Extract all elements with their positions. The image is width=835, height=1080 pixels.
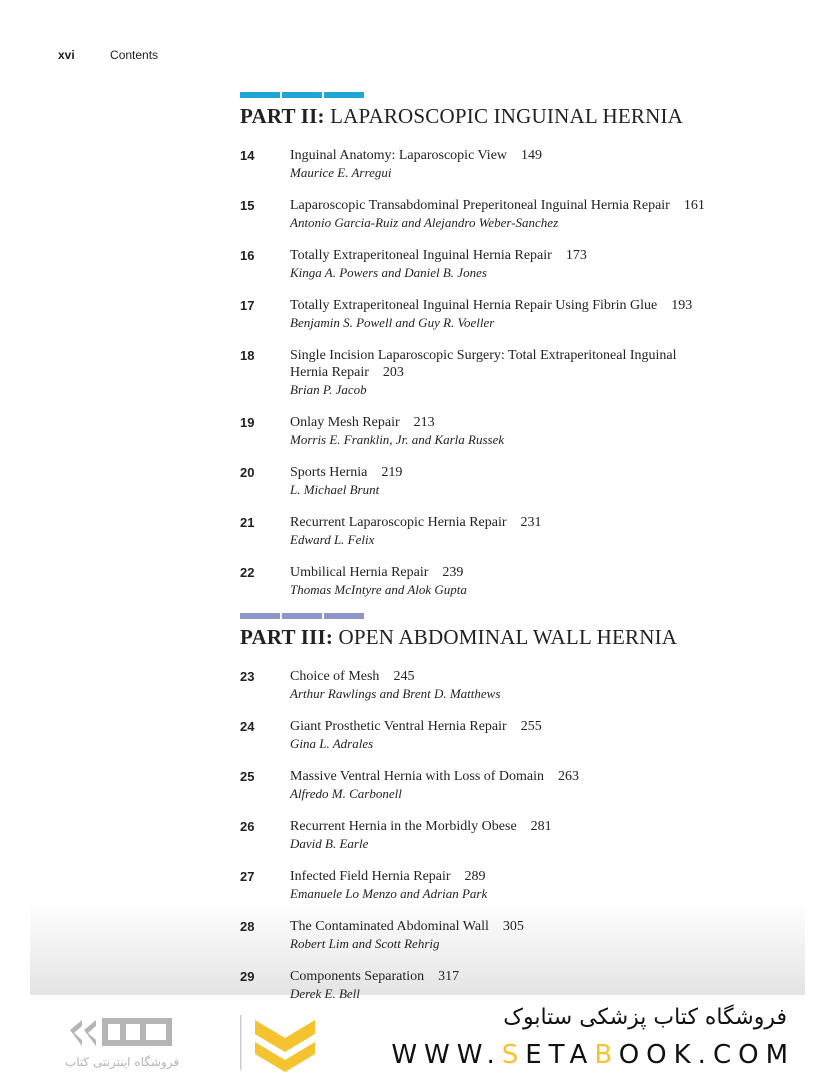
chapter-authors: David B. Earle bbox=[290, 836, 369, 851]
part-iii-section bbox=[240, 613, 677, 1018]
page-ref: 219 bbox=[381, 465, 403, 480]
chapter-number: 16 bbox=[240, 248, 255, 263]
chapter-title: Choice of Mesh 245 bbox=[290, 669, 415, 684]
chapter-number: 27 bbox=[240, 869, 255, 884]
part-color-bar bbox=[240, 613, 677, 619]
toc-entry[interactable] bbox=[240, 968, 677, 1002]
chapter-number: 17 bbox=[240, 298, 255, 313]
chapter-number: 22 bbox=[240, 565, 255, 580]
toc-entry[interactable] bbox=[240, 147, 705, 181]
page-ref: 263 bbox=[558, 769, 580, 784]
chapter-number: 21 bbox=[240, 515, 255, 530]
chapter-title: Recurrent Hernia in the Morbidly Obese 281 bbox=[290, 819, 552, 834]
page-ref: 239 bbox=[442, 565, 464, 580]
chapter-title: Onlay Mesh Repair 213 bbox=[290, 415, 435, 430]
part-color-bar bbox=[240, 92, 705, 98]
part-title: PART III: OPEN ABDOMINAL WALL HERNIA bbox=[240, 625, 678, 649]
chapter-authors: Maurice E. Arregui bbox=[290, 165, 392, 180]
chapter-authors: Thomas McIntyre and Alok Gupta bbox=[290, 582, 467, 597]
page-ref: 231 bbox=[520, 515, 542, 530]
toc-entry[interactable] bbox=[240, 668, 677, 702]
chapter-title: Laparoscopic Transabdominal Preperitoneal Inguinal Hernia Repair 161 bbox=[290, 198, 705, 213]
chapter-number: 14 bbox=[240, 148, 255, 163]
page-ref: 245 bbox=[393, 669, 415, 684]
toc-entry[interactable] bbox=[240, 868, 677, 902]
chapter-authors: Arthur Rawlings and Brent D. Matthews bbox=[290, 686, 501, 701]
chapter-title: Umbilical Hernia Repair 239 bbox=[290, 565, 464, 580]
page-number: xvi bbox=[58, 48, 75, 62]
page-ref: 193 bbox=[671, 298, 693, 313]
svg-text:فروشگاه اینترنتی کتاب: فروشگاه اینترنتی کتاب bbox=[64, 1055, 180, 1069]
chapter-authors: Alfredo M. Carbonell bbox=[290, 786, 402, 801]
chapter-title: Totally Extraperitoneal Inguinal Hernia Repair 173 bbox=[290, 248, 587, 263]
chapter-title: Inguinal Anatomy: Laparoscopic View 149 bbox=[290, 148, 543, 163]
chapter-number: 24 bbox=[240, 719, 255, 734]
chapter-number: 29 bbox=[240, 969, 255, 984]
chapter-authors: L. Michael Brunt bbox=[290, 482, 380, 497]
chapter-title: Recurrent Laparoscopic Hernia Repair 231 bbox=[290, 515, 542, 530]
toc-entry[interactable] bbox=[240, 818, 677, 852]
toc-entry[interactable] bbox=[240, 718, 677, 752]
page-ref: 213 bbox=[413, 415, 435, 430]
chapter-authors: Gina L. Adrales bbox=[290, 736, 374, 751]
page-ref: 161 bbox=[683, 198, 705, 213]
chapter-authors: Brian P. Jacob bbox=[290, 382, 367, 397]
chapter-title: Totally Extraperitoneal Inguinal Hernia Repair Using Fibrin Glue 193 bbox=[290, 298, 693, 313]
chapter-authors: Derek E. Bell bbox=[290, 986, 360, 1001]
page-ref: 173 bbox=[565, 248, 587, 263]
toc-entry[interactable] bbox=[240, 918, 677, 952]
page-ref: 289 bbox=[464, 869, 486, 884]
chapter-title: Giant Prosthetic Ventral Hernia Repair 255 bbox=[290, 719, 542, 734]
chapter-title: Single Incision Laparoscopic Surgery: Total Extraperitoneal Inguinal Hernia Repair 203 bbox=[290, 348, 677, 380]
running-header bbox=[58, 48, 158, 62]
chapter-number: 18 bbox=[240, 348, 255, 363]
chapter-title: Infected Field Hernia Repair 289 bbox=[290, 869, 486, 884]
chapter-number: 15 bbox=[240, 198, 255, 213]
chapter-title: Sports Hernia 219 bbox=[290, 465, 403, 480]
page-ref: 317 bbox=[438, 969, 460, 984]
chapter-authors: Emanuele Lo Menzo and Adrian Park bbox=[290, 886, 488, 901]
chapter-number: 25 bbox=[240, 769, 255, 784]
chapter-authors: Kinga A. Powers and Daniel B. Jones bbox=[290, 265, 487, 280]
chapter-title: The Contaminated Abdominal Wall 305 bbox=[290, 919, 524, 934]
chapter-number: 28 bbox=[240, 919, 255, 934]
chapter-authors: Morris E. Franklin, Jr. and Karla Russek bbox=[290, 432, 505, 447]
chapter-title: Components Separation 317 bbox=[290, 969, 460, 984]
store-name: فروشگاه کتاب پزشکی ستابوک bbox=[503, 1005, 787, 1030]
page-ref: 281 bbox=[530, 819, 552, 834]
toc-entry[interactable] bbox=[240, 197, 705, 231]
store-url: WWW.SETABOOK.COM bbox=[391, 1040, 795, 1070]
toc-entry[interactable] bbox=[240, 297, 705, 331]
setabook-logo bbox=[60, 1010, 330, 1075]
chapter-authors: Antonio Garcia-Ruiz and Alejandro Weber-Sanchez bbox=[290, 215, 559, 230]
page-ref: 255 bbox=[520, 719, 542, 734]
page-ref: 305 bbox=[502, 919, 524, 934]
chapter-number: 19 bbox=[240, 415, 255, 430]
part-title: PART II: LAPAROSCOPIC INGUINAL HERNIA bbox=[240, 104, 684, 128]
toc-entry[interactable] bbox=[240, 464, 705, 498]
chapter-authors: Robert Lim and Scott Rehrig bbox=[290, 936, 440, 951]
chapter-number: 20 bbox=[240, 465, 255, 480]
toc-entry[interactable] bbox=[240, 347, 705, 398]
part-ii-section bbox=[240, 92, 705, 614]
chapter-authors: Benjamin S. Powell and Guy R. Voeller bbox=[290, 315, 495, 330]
toc-entry[interactable] bbox=[240, 564, 705, 598]
chapter-number: 26 bbox=[240, 819, 255, 834]
toc-entry[interactable] bbox=[240, 514, 705, 548]
chapter-title: Massive Ventral Hernia with Loss of Domain 263 bbox=[290, 769, 580, 784]
page-ref: 203 bbox=[382, 365, 404, 380]
toc-entry[interactable] bbox=[240, 414, 705, 448]
toc-entry[interactable] bbox=[240, 768, 677, 802]
toc-entry[interactable] bbox=[240, 247, 705, 281]
chapter-number: 23 bbox=[240, 669, 255, 684]
chapter-authors: Edward L. Felix bbox=[290, 532, 375, 547]
page-ref: 149 bbox=[521, 148, 543, 163]
section-name: Contents bbox=[110, 48, 159, 62]
